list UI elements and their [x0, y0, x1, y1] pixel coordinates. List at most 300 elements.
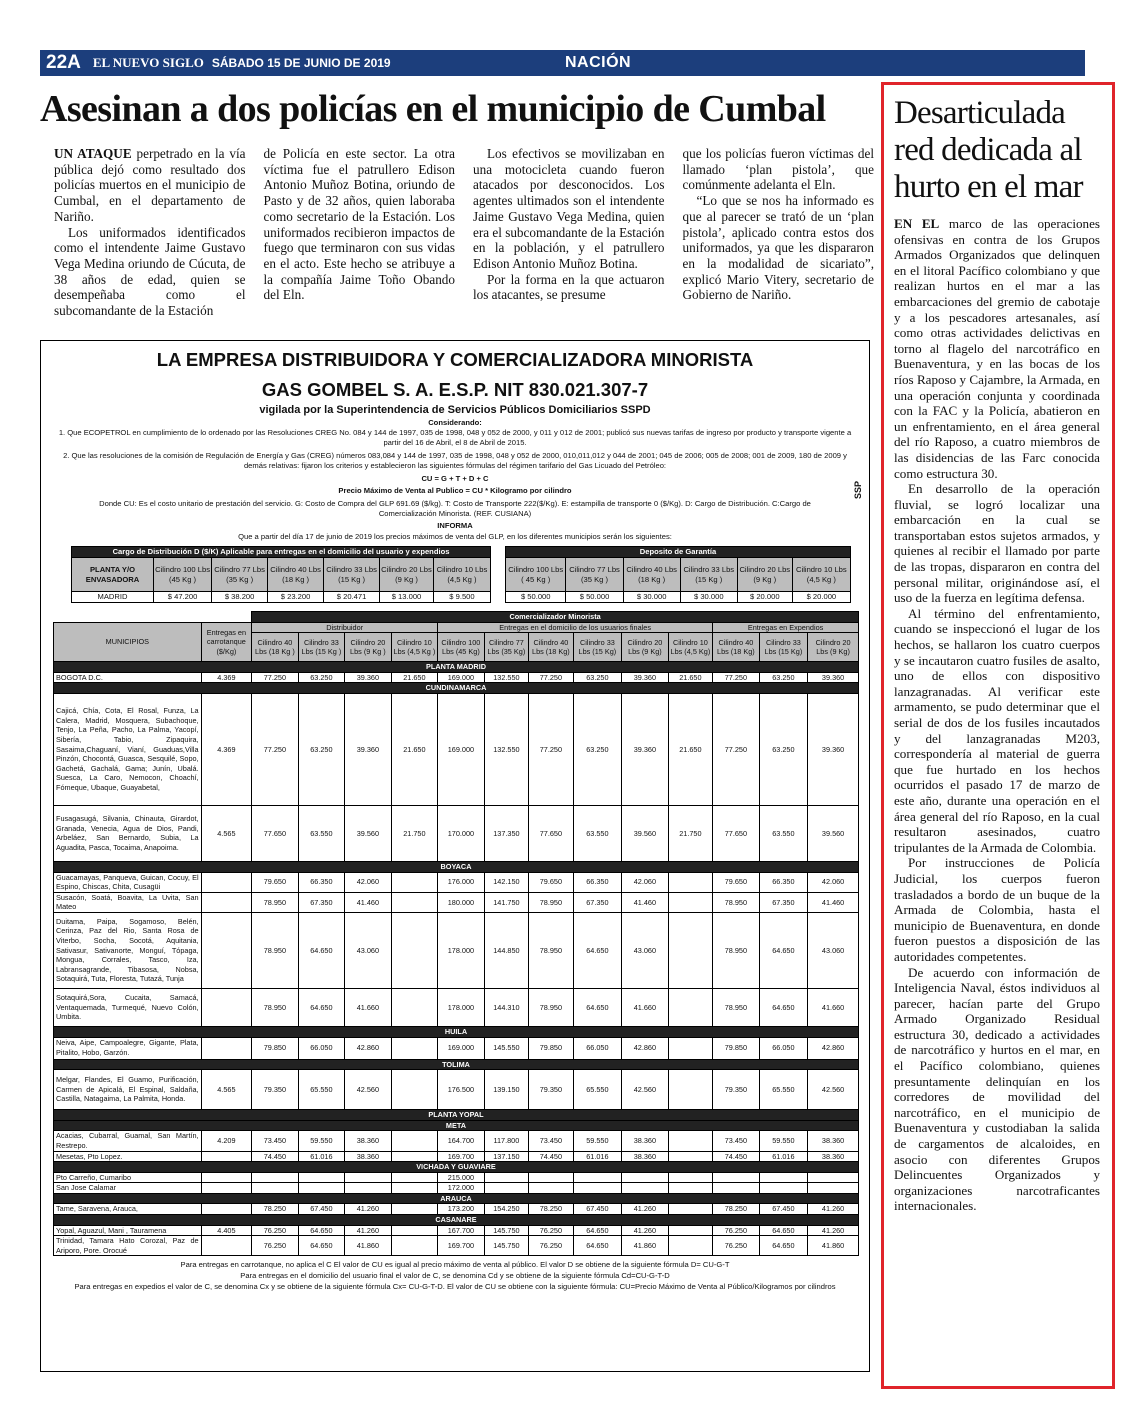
carrotanque-cell — [201, 1183, 252, 1194]
price-cell: 169.000 — [438, 1037, 485, 1059]
carrotanque-cell — [201, 912, 252, 988]
cylinder-header: Cilindro 100 Lbs ( 45 Kg ) — [506, 558, 566, 592]
municipio-cell: Neiva, Aipe, Campoalegre, Gigante, Plata, Pitalito, Hobo, Garzón. — [54, 1037, 202, 1059]
price-cell: 78.250 — [713, 1204, 760, 1215]
price-cell — [391, 1225, 438, 1236]
cylinder-header: Cilindro 10 Lbs (4,5 Kg ) — [433, 558, 490, 592]
price-cell — [668, 1070, 712, 1110]
price-cell: 79.850 — [252, 1037, 299, 1059]
price-cell: 61.016 — [298, 1151, 345, 1162]
sidebar-paragraph: marco de las operaciones ofensivas en contra de los Grupos Armados Organizados que delinquen en el litoral Pacífico colombiano y que realizan hurtos en el mar a las embarcaciones del gremio de cabotaje y a los pescadores artesanales, así como otras actividades delictivas en torno al flagelo del narcotráfico en Buenaventura, y en las bocas de los ríos Raposo y Cajambre, la Armada, en una operación conjunta y coordinada con la FAC y la Policía, abatieron en un enfrentamiento, en el área general del río Raposo, a cuatro miembros de las disidencias de las Farc conocida como estructura 30. — [894, 216, 1100, 481]
price-cell: 64.650 — [759, 1236, 808, 1256]
zone-header: TOLIMA — [54, 1059, 859, 1070]
price-cell: 42.560 — [345, 1070, 392, 1110]
price-cell: 67.350 — [298, 892, 345, 912]
price-cell: 42.860 — [345, 1037, 392, 1059]
price-cell: 67.350 — [759, 892, 808, 912]
price-cell: 79.350 — [252, 1070, 299, 1110]
cylinder-header: Cilindro 33 Lbs (15 Kg ) — [324, 558, 380, 592]
price-cell: 66.350 — [298, 872, 345, 892]
price-cell: 64.650 — [298, 1225, 345, 1236]
price-cell: 67.450 — [573, 1204, 622, 1215]
price-cell: 41.660 — [345, 988, 392, 1026]
price-cell: 78.950 — [713, 912, 760, 988]
price-cell — [391, 1183, 438, 1194]
price-cell: 132.550 — [484, 672, 528, 683]
price-cell: 79.650 — [529, 872, 573, 892]
lead-caps: EN EL — [894, 216, 940, 231]
price-cell: 63.550 — [298, 805, 345, 861]
price-cell: 63.250 — [298, 672, 345, 683]
price-cell: 78.950 — [713, 892, 760, 912]
price-cell: 64.650 — [759, 1225, 808, 1236]
price-cell: 180.000 — [438, 892, 485, 912]
price-cell: 43.060 — [345, 912, 392, 988]
price-cell: 21.650 — [391, 672, 438, 683]
price-cell: 79.350 — [713, 1070, 760, 1110]
price-cell: 144.850 — [484, 912, 528, 988]
price-cell: 66.350 — [759, 872, 808, 892]
price-cell: 41.260 — [622, 1225, 669, 1236]
municipio-cell: Yopal, Aguazul, Mani , Tauramena — [54, 1225, 202, 1236]
price-cell: 41.260 — [345, 1204, 392, 1215]
guarantee-deposit-title: Deposito de Garantía — [506, 547, 851, 558]
carrotanque-cell — [201, 1151, 252, 1162]
zone-header: META — [54, 1120, 859, 1131]
carrotanque-cell — [201, 1204, 252, 1215]
price-cell — [391, 988, 438, 1026]
gas-price-notice — [40, 340, 870, 1372]
price-cell: 74.450 — [529, 1151, 573, 1162]
price-cell: 164.700 — [438, 1131, 485, 1151]
deposit-value: $ 30.000 — [680, 592, 737, 603]
price-cell: 38.360 — [808, 1151, 859, 1162]
cylinder-header: Cilindro 40 Lbs (18 Kg) — [713, 633, 760, 662]
price-cell: 77.250 — [252, 693, 299, 805]
price-cell: 38.360 — [622, 1151, 669, 1162]
price-cell — [668, 1225, 712, 1236]
price-cell: 77.650 — [713, 805, 760, 861]
price-cell — [252, 1183, 299, 1194]
price-cell — [668, 1131, 712, 1151]
cylinder-header: Cilindro 10 Lbs (4,5 Kg) — [668, 633, 712, 662]
price-cell: 64.650 — [573, 988, 622, 1026]
price-cell: 21.650 — [391, 693, 438, 805]
price-cell: 74.450 — [713, 1151, 760, 1162]
price-cell: 78.950 — [529, 892, 573, 912]
price-cell: 77.250 — [529, 672, 573, 683]
table-row — [54, 988, 859, 1026]
price-cell — [713, 1172, 760, 1183]
municipio-cell: Tame, Saravena, Arauca, — [54, 1204, 202, 1215]
price-cell: 79.850 — [713, 1037, 760, 1059]
municipio-cell: BOGOTA D.C. — [54, 672, 202, 683]
price-cell — [668, 872, 712, 892]
zone-header: HUILA — [54, 1026, 859, 1037]
price-cell: 21.650 — [668, 672, 712, 683]
municipio-cell: Fusagasugá, Silvania, Chinauta, Girardot, Granada, Venecia, Agua de Dios, Pandi, Arbeláez, San Bernardo, Subia, La Aguadita, Pasca, Tocaima, Anapoima. — [54, 805, 202, 861]
price-cell: 39.360 — [808, 672, 859, 683]
zone-header: PLANTA YOPAL — [54, 1110, 859, 1121]
article-column-1 — [54, 146, 246, 326]
price-cell: 78.950 — [529, 912, 573, 988]
price-cell: 178.000 — [438, 912, 485, 988]
price-cell — [622, 1172, 669, 1183]
cylinder-header: Cilindro 77 Lbs (35 Kg) — [484, 633, 528, 662]
ssp-logo: SSP — [853, 481, 863, 500]
price-cell: 78.250 — [529, 1204, 573, 1215]
notice-title-2: GAS GOMBEL S. A. E.S.P. NIT 830.021.307-7 — [261, 379, 649, 400]
price-cell — [391, 1070, 438, 1110]
price-cell: 43.060 — [622, 912, 669, 988]
note-1: Para entregas en carrotanque, no aplica el C El valor de CU es igual al precio máximo de venta al público. El valor D se obtiene de la siguiente fórmula D= CU-G-T — [180, 1260, 730, 1270]
price-cell — [808, 1183, 859, 1194]
carrotanque-cell — [201, 1236, 252, 1256]
price-cell — [668, 1037, 712, 1059]
price-cell — [391, 1037, 438, 1059]
price-cell: 38.360 — [345, 1131, 392, 1151]
considerando-label: Considerando: — [428, 418, 482, 427]
price-cell: 42.060 — [622, 872, 669, 892]
price-cell: 39.560 — [345, 805, 392, 861]
price-cell: 66.050 — [573, 1037, 622, 1059]
cylinder-header: Cilindro 100 Lbs (45 Kg) — [438, 633, 485, 662]
sidebar-paragraph: Por instrucciones de Policía Judicial, los cuerpos fueron trasladados a bordo de un buque de la Armada de Colombia, hasta el municipio de Buenaventura, en donde fueron puestos a disposición de las autoridades competentes. — [894, 855, 1100, 964]
deposit-value: $ 50.000 — [566, 592, 623, 603]
price-cell: 63.250 — [759, 672, 808, 683]
price-cell — [298, 1183, 345, 1194]
notice-vigilada: vigilada por la Superintendencia de Servicios Públicos Domiciliarios SSPD — [259, 404, 651, 416]
carrotanque-cell: 4.369 — [201, 672, 252, 683]
price-cell: 67.350 — [573, 892, 622, 912]
table-row — [54, 693, 859, 805]
price-cell: 67.450 — [298, 1204, 345, 1215]
article-paragraph: perpetrado en la vía pública dejó como resultado dos policías muertos en el municipio de Cumbal, en el departamento de Nariño. — [54, 146, 246, 224]
cylinder-header: Cilindro 40 Lbs (18 Kg ) — [623, 558, 680, 592]
price-cell: 64.650 — [298, 1236, 345, 1256]
price-cell: 61.016 — [759, 1151, 808, 1162]
table-row — [54, 872, 859, 892]
municipio-cell: Sotaquirá,Sora, Cucaita, Samacá, Ventaquemada, Turmequé, Nuevo Colón, Umbita. — [54, 988, 202, 1026]
table-row — [54, 805, 859, 861]
zone-header: CASANARE — [54, 1215, 859, 1226]
expendios-header: Entregas en Expendios — [713, 622, 859, 633]
municipio-cell: Mesetas, Pto Lopez. — [54, 1151, 202, 1162]
carrotanque-cell — [201, 988, 252, 1026]
price-cell: 39.360 — [345, 693, 392, 805]
sidebar-paragraph: Al término del enfrentamiento, cuando se inspeccionó el lugar de los hechos, se hallaron los cuatro cuerpos y se incautaron cuatro fusiles de asalto, uno de ellos con dispositivo lanzagranadas. Al verificar este armamento, se pudo determinar que el serial de dos de los fusiles incautados y del lanzagranadas M203, correspondería al material de guerra que fue hurtado en los hechos ocurridos el pasado 17 de marzo de este año, durante una operación en el área general del río Raposo, en la cual resultaron asesinados, cuatro tripulantes de la Armada de Colombia. — [894, 605, 1100, 855]
carrotanque-cell: 4.565 — [201, 1070, 252, 1110]
sidebar-article — [881, 82, 1115, 1389]
cylinder-header: Cilindro 77 Lbs (35 Kg ) — [212, 558, 268, 592]
carrotanque-cell — [201, 872, 252, 892]
formula-legend: Donde CU: Es el costo unitario de prestación del servicio. G: Costo de Compra del GLP 691.69 ($/kg). T: Costo de Transporte 222($/Kg). E: estampilla de transporte 0 ($/Kg). D: Cargo de Distribución. C:Cargo de Comercialización Minorista. (REF. CUSIANA) — [99, 499, 811, 518]
carrotanque-cell: 4.565 — [201, 805, 252, 861]
price-cell: 73.450 — [529, 1131, 573, 1151]
page-header — [40, 50, 1085, 76]
price-cell — [391, 1204, 438, 1215]
price-cell: 59.550 — [573, 1131, 622, 1151]
cylinder-header: Cilindro 20 Lbs (9 Kg ) — [380, 558, 434, 592]
price-cell: 42.860 — [622, 1037, 669, 1059]
notice-title-1: LA EMPRESA DISTRIBUIDORA Y COMERCIALIZADORA MINORISTA — [156, 349, 754, 370]
price-cell — [622, 1183, 669, 1194]
price-cell — [529, 1172, 573, 1183]
price-cell: 169.700 — [438, 1236, 485, 1256]
informa-label: INFORMA — [437, 521, 473, 530]
cylinder-header: Cilindro 33 Lbs (15 Kg) — [573, 633, 622, 662]
cylinder-header: Cilindro 40 Lbs (18 Kg) — [529, 633, 573, 662]
table-row — [54, 1204, 859, 1215]
price-cell — [573, 1172, 622, 1183]
price-cell: 79.650 — [252, 872, 299, 892]
cylinder-header: Cilindro 10 Lbs (4,5 Kg ) — [792, 558, 850, 592]
municipio-cell: Melgar, Flandes, El Guamo, Purificación, Carmen de Apicalá, El Espinal, Saldaña, Castilla, Natagaima, La Palmita, Honda. — [54, 1070, 202, 1110]
price-cell: 79.850 — [529, 1037, 573, 1059]
note-3: Para entregas en expedios el valor de C, se denomina Cx y se obtiene de la siguiente fórmula Cx= CU-G-T-D. El valor de CU se obtiene con la siguiente fórmula: CU=Precio Máximo de Venta al Público/Kilogramos por cilindros — [74, 1282, 836, 1292]
price-cell: 76.250 — [529, 1236, 573, 1256]
considerando-2: 2. Que las resoluciones de la comisión de Regulación de Energía y Gas (CREG) números 083,084 y 144 de 1997, 035 de 1998, 048 y 052 de 2000, 010,011,012 y 044 de 2001; 045 de 2006; 005 de 2008; 001 de 2009, 180 de 2009 y demás relativas: fijaron los criterios y establecieron las siguientes fórmulas del régimen tarifario del Gas Licuado del Petróleo: — [63, 451, 847, 470]
distribution-value: $ 9.500 — [433, 592, 490, 603]
price-cell: 137.150 — [484, 1151, 528, 1162]
municipio-cell: Pto Carreño, Cumaribo — [54, 1172, 202, 1183]
price-cell: 79.350 — [529, 1070, 573, 1110]
municipio-cell: San Jose Calamar — [54, 1183, 202, 1194]
distribution-value: $ 20.471 — [324, 592, 380, 603]
price-cell: 173.200 — [438, 1204, 485, 1215]
price-cell: 215.000 — [438, 1172, 485, 1183]
table-row — [54, 1236, 859, 1256]
price-cell: 178.000 — [438, 988, 485, 1026]
zone-header: PLANTA MADRID — [54, 662, 859, 673]
price-cell: 38.360 — [622, 1131, 669, 1151]
municipios-header: MUNICIPIOS — [54, 622, 202, 662]
deposit-value: $ 50.000 — [506, 592, 566, 603]
price-cell: 67.450 — [759, 1204, 808, 1215]
price-cell — [668, 912, 712, 988]
price-cell: 63.250 — [573, 672, 622, 683]
article-column-2 — [264, 146, 456, 326]
cylinder-header: Cilindro 20 Lbs (9 Kg ) — [345, 633, 392, 662]
distribuidor-header: Distribuidor — [252, 622, 438, 633]
price-cell — [391, 1151, 438, 1162]
price-cell: 132.550 — [484, 693, 528, 805]
page-number: 22A — [46, 52, 81, 73]
plant-name: MADRID — [72, 592, 154, 603]
municipio-cell: Susacón, Soatá, Boavita, La Uvita, San Mateo — [54, 892, 202, 912]
price-cell: 74.450 — [252, 1151, 299, 1162]
table-row — [54, 1225, 859, 1236]
zone-header: ARAUCA — [54, 1193, 859, 1204]
price-cell: 76.250 — [529, 1225, 573, 1236]
price-cell: 76.250 — [252, 1236, 299, 1256]
price-cell: 41.260 — [808, 1225, 859, 1236]
cylinder-header: Cilindro 20 Lbs (9 Kg) — [808, 633, 859, 662]
notice-notes — [41, 1259, 869, 1292]
carrotanque-cell — [201, 1172, 252, 1183]
price-cell: 78.950 — [252, 912, 299, 988]
price-cell: 41.260 — [622, 1204, 669, 1215]
article-column-3 — [473, 146, 665, 326]
distribution-value: $ 13.000 — [380, 592, 434, 603]
price-cell: 66.350 — [573, 872, 622, 892]
price-cell: 66.050 — [759, 1037, 808, 1059]
price-cell: 65.550 — [759, 1070, 808, 1110]
table-row — [54, 1037, 859, 1059]
price-cell: 64.650 — [759, 988, 808, 1026]
price-cell: 41.860 — [622, 1236, 669, 1256]
cylinder-header: Cilindro 10 Lbs (4,5 Kg ) — [391, 633, 438, 662]
plant-header: PLANTA Y/O ENVASADORA — [72, 558, 154, 592]
price-cell — [529, 1183, 573, 1194]
cylinder-header: Cilindro 20 Lbs (9 Kg) — [622, 633, 669, 662]
price-cell: 77.650 — [529, 805, 573, 861]
municipio-cell: Cajicá, Chía, Cota, El Rosal, Funza, La Calera, Madrid, Mosquera, Subachoque, Tenjo, La Peña, Pacho, La Palma, Yacopí, Sibería, Tabio, Zipaquira, Sasaima,Chaguaní, Vianí, Guaduas,Villa Pinzón, Chocontá, Guasca, Sesquilé, Sopo, Gachetá, Gachalá, Gama; Junín, Ubalá. Suesca, La Caro, Nemocon, Choachí, Fómeque, Ubaque, Guayabetal, — [54, 693, 202, 805]
price-cell — [298, 1172, 345, 1183]
zone-header: BOYACA — [54, 861, 859, 872]
sidebar-body — [894, 216, 1100, 1214]
price-cell — [345, 1172, 392, 1183]
price-cell: 154.250 — [484, 1204, 528, 1215]
price-cell — [668, 1172, 712, 1183]
price-cell: 77.650 — [252, 805, 299, 861]
price-cell: 41.460 — [345, 892, 392, 912]
price-cell: 59.550 — [759, 1131, 808, 1151]
price-cell: 169.700 — [438, 1151, 485, 1162]
price-cell: 21.750 — [668, 805, 712, 861]
price-cell — [759, 1183, 808, 1194]
price-cell: 77.250 — [713, 693, 760, 805]
price-cell: 76.250 — [713, 1225, 760, 1236]
price-cell: 42.860 — [808, 1037, 859, 1059]
price-cell — [808, 1172, 859, 1183]
price-cell — [759, 1172, 808, 1183]
table-row — [54, 672, 859, 683]
price-cell: 41.460 — [808, 892, 859, 912]
price-cell: 73.450 — [252, 1131, 299, 1151]
price-table — [53, 611, 859, 1256]
sidebar-headline: Desarticulada red dedicada al hurto en el mar — [894, 95, 1083, 205]
price-cell: 42.560 — [808, 1070, 859, 1110]
price-cell — [345, 1183, 392, 1194]
price-cell — [484, 1172, 528, 1183]
price-cell: 41.660 — [622, 988, 669, 1026]
price-cell: 41.860 — [808, 1236, 859, 1256]
price-cell — [668, 1151, 712, 1162]
domicilio-header: Entregas en el domicilio de los usuarios finales — [438, 622, 713, 633]
table-row — [54, 892, 859, 912]
price-cell: 77.250 — [252, 672, 299, 683]
price-cell: 43.060 — [808, 912, 859, 988]
price-cell — [668, 1236, 712, 1256]
price-cell: 145.750 — [484, 1236, 528, 1256]
price-cell: 172.000 — [438, 1183, 485, 1194]
price-cell: 78.950 — [529, 988, 573, 1026]
price-cell: 64.650 — [573, 1236, 622, 1256]
price-cell: 77.250 — [713, 672, 760, 683]
price-cell: 39.360 — [808, 693, 859, 805]
municipio-cell: Acacias, Cubarral, Guamal, San Martín, Restrepo. — [54, 1131, 202, 1151]
price-cell: 73.450 — [713, 1131, 760, 1151]
price-cell: 64.650 — [759, 912, 808, 988]
informa-text: Que a partir del día 17 de junio de 2019 los precios máximos de venta del GLP, en los diferentes municipios serán los siguientes: — [238, 532, 672, 541]
price-cell: 176.000 — [438, 872, 485, 892]
considerando-1: 1. Que ECOPETROL en cumplimiento de lo ordenado por las Resoluciones CREG No. 084 y 144 de 1997, 035 de 1998, 048 y 052 de 2000, y 011 y 012 de 2001; publicó sus nuevas tarifas de ingreso por producto y transporte vigente a partir del 16 de Abril, el 8 de Abril de 2015. — [58, 428, 852, 447]
price-cell: 176.500 — [438, 1070, 485, 1110]
deposit-value: $ 30.000 — [623, 592, 680, 603]
price-cell — [484, 1183, 528, 1194]
price-cell: 145.750 — [484, 1225, 528, 1236]
price-cell: 78.950 — [713, 988, 760, 1026]
zone-header: CUNDINAMARCA — [54, 683, 859, 694]
cylinder-header: Cilindro 100 Lbs (45 Kg ) — [154, 558, 212, 592]
price-cell: 42.060 — [808, 872, 859, 892]
deposit-value: $ 20.000 — [737, 592, 792, 603]
newspaper-name: EL NUEVO SIGLO — [92, 55, 204, 70]
price-cell: 61.016 — [573, 1151, 622, 1162]
municipio-cell: Guacamayas, Panqueva, Guican, Cocuy, El Espino, Chiscas, Chita, Cusagüi — [54, 872, 202, 892]
price-cell: 76.250 — [252, 1225, 299, 1236]
distribution-value: $ 47.200 — [154, 592, 212, 603]
carrotanque-cell: 4.405 — [201, 1225, 252, 1236]
retailer-header: Comercializador Minorista — [252, 612, 859, 623]
price-cell: 65.550 — [298, 1070, 345, 1110]
distribution-charge-title: Cargo de Distribución D ($/K) Aplicable para entregas en el domicilio del usuario y expendios — [72, 547, 491, 558]
price-cell — [391, 892, 438, 912]
price-cell: 63.250 — [298, 693, 345, 805]
article-column-4 — [683, 146, 875, 326]
article-paragraph: Los efectivos se movilizaban en una motocicleta cuando fueron atacados por desconocidos. Los agentes ultimados son el intendente Jaime Gustavo Vega Medina, quien era el subcomandante de la Estación en la población, y el patrullero Edison Antonio Muñoz Botina. — [473, 146, 665, 271]
article-paragraph: Los uniformados identificados como el intendente Jaime Gustavo Vega Medina oriundo de Cúcuta, de 38 años de edad, quien se desempeñaba como el subcomandante de la Estación — [54, 224, 246, 319]
price-cell: 38.360 — [345, 1151, 392, 1162]
price-cell — [668, 892, 712, 912]
table-row — [54, 1172, 859, 1183]
price-cell: 38.360 — [808, 1131, 859, 1151]
price-cell: 64.650 — [298, 912, 345, 988]
sidebar-paragraph: De acuerdo con información de Inteligencia Naval, éstos individuos al parecer, hacían parte del Grupo Armado Organizado Residual estructura 30, dedicado a actividades de narcotráfico y hurtos en el mar, en el Pacífico colombiano, quienes presuntamente delinquían en los corredores de movilidad del narcotráfico, en el municipio de Buenaventura y custodiaban la salida de cargamentos de alcaloides, en asocio con diferentes Grupos Delincuentes Organizados y organizaciones narcotraficantes internacionales. — [894, 964, 1100, 1214]
price-cell: 64.650 — [573, 1225, 622, 1236]
price-cell: 42.060 — [345, 872, 392, 892]
cylinder-header: Cilindro 20 Lbs (9 Kg ) — [737, 558, 792, 592]
cylinder-header: Cilindro 40 Lbs (18 Kg ) — [268, 558, 324, 592]
price-cell: 41.260 — [345, 1225, 392, 1236]
cylinder-header: Cilindro 33 Lbs (15 Kg) — [759, 633, 808, 662]
price-cell — [668, 1183, 712, 1194]
price-cell: 77.250 — [529, 693, 573, 805]
price-cell — [573, 1183, 622, 1194]
price-cell — [713, 1183, 760, 1194]
price-cell: 63.550 — [573, 805, 622, 861]
table-row — [54, 1183, 859, 1194]
price-cell: 39.360 — [622, 672, 669, 683]
table-row — [54, 1070, 859, 1110]
price-cell: 41.860 — [345, 1236, 392, 1256]
municipio-cell: Trinidad, Tamara Hato Corozal, Paz de Ariporo, Pore. Orocué — [54, 1236, 202, 1256]
article-paragraph: “Lo que se nos ha informado es que al parecer se trató de un ‘plan pistola’, aplicado contra estos dos uniformados, ya que les dispararon en la modalidad de sicariato”, explicó Mario Vitery, secretario de Gobierno de Nariño. — [682, 193, 874, 303]
price-cell — [668, 1204, 712, 1215]
zone-header: VICHADA Y GUAVIARE — [54, 1162, 859, 1173]
price-cell — [391, 1236, 438, 1256]
distribution-tables — [71, 546, 869, 603]
cylinder-header: Cilindro 77 Lbs (35 Kg ) — [566, 558, 623, 592]
guarantee-deposit-table — [505, 546, 851, 603]
price-cell — [668, 988, 712, 1026]
table-row — [54, 1151, 859, 1162]
price-cell: 65.550 — [573, 1070, 622, 1110]
price-cell — [391, 1131, 438, 1151]
article-paragraph: Por la forma en la que actuaron los atacantes, se presume — [473, 271, 665, 303]
carrotanque-cell — [201, 892, 252, 912]
